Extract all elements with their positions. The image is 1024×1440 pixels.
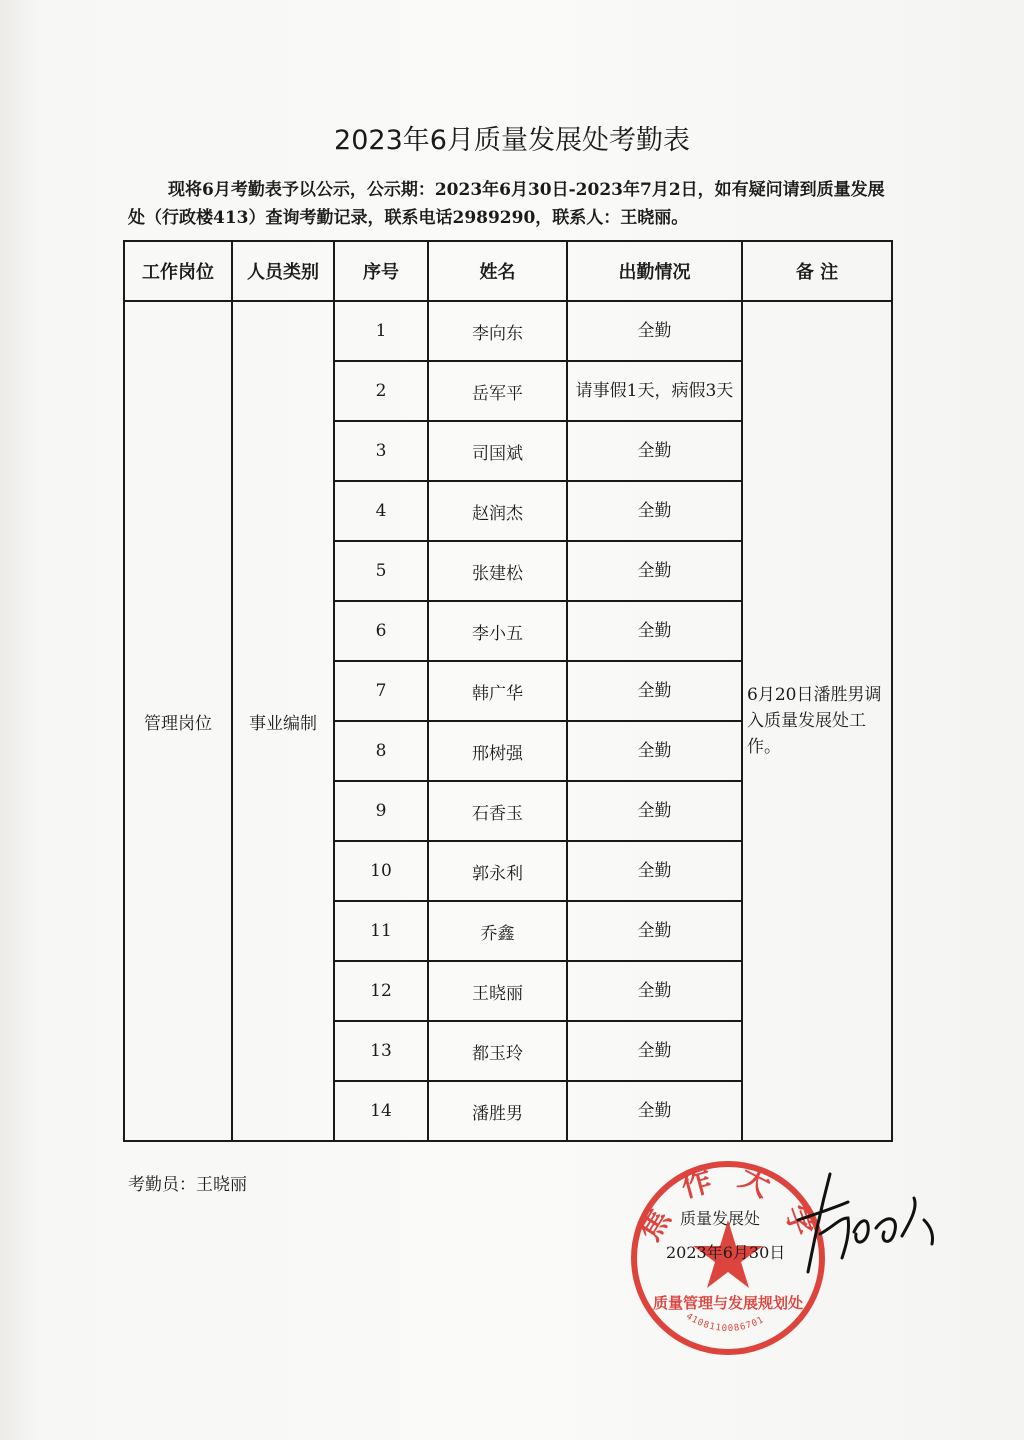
attendance-cell: 请事假1天，病假3天 [567, 361, 742, 421]
header-name: 姓名 [428, 241, 567, 301]
seq-cell: 6 [334, 601, 428, 661]
attendance-cell: 全勤 [567, 721, 742, 781]
name-cell: 赵润杰 [428, 481, 567, 541]
name-cell: 岳军平 [428, 361, 567, 421]
attendance-cell: 全勤 [567, 601, 742, 661]
header-category: 人员类别 [232, 241, 334, 301]
seq-cell: 1 [334, 301, 428, 361]
attendance-table [123, 240, 893, 1142]
name-cell: 郭永利 [428, 841, 567, 901]
attendance-cell: 全勤 [567, 841, 742, 901]
date-label: 2023年6月30日 [666, 1243, 786, 1262]
seal-bottom-text: 质量管理与发展规划处 [652, 1294, 804, 1312]
attendance-cell: 全勤 [567, 781, 742, 841]
name-cell: 乔鑫 [428, 901, 567, 961]
name-cell: 王晓丽 [428, 961, 567, 1021]
organization-label: 质量发展处 [680, 1209, 761, 1228]
header-seq: 序号 [334, 241, 428, 301]
remark-cell: 6月20日潘胜男调入质量发展处工作。 [742, 301, 892, 1141]
seq-cell: 7 [334, 661, 428, 721]
name-cell: 李向东 [428, 301, 567, 361]
attendance-cell: 全勤 [567, 961, 742, 1021]
seq-cell: 13 [334, 1021, 428, 1081]
seal-top-text: 焦作大学 [632, 1158, 828, 1262]
seq-cell: 14 [334, 1081, 428, 1141]
clerk-label: 考勤员：王晓丽 [128, 1175, 247, 1195]
svg-text:4108110086701 [684, 1312, 766, 1334]
seq-cell: 9 [334, 781, 428, 841]
header-attendance: 出勤情况 [567, 241, 742, 301]
seq-cell: 8 [334, 721, 428, 781]
category-cell: 事业编制 [232, 301, 334, 1141]
seq-cell: 4 [334, 481, 428, 541]
name-cell: 石香玉 [428, 781, 567, 841]
seq-cell: 2 [334, 361, 428, 421]
seq-cell: 12 [334, 961, 428, 1021]
header-post: 工作岗位 [124, 241, 232, 301]
handwritten-signature [790, 1162, 950, 1282]
name-cell: 李小五 [428, 601, 567, 661]
name-cell: 潘胜男 [428, 1081, 567, 1141]
attendance-cell: 全勤 [567, 541, 742, 601]
seal-number: 4108110086701 [684, 1311, 767, 1335]
table-header-row [124, 241, 892, 301]
attendance-cell: 全勤 [567, 481, 742, 541]
notice-paragraph: 现将6月考勤表予以公示，公示期：2023年6月30日-2023年7月2日，如有疑问请到质量发展处（行政楼413）查询考勤记录，联系电话2989290，联系人：王晓丽。 [128, 180, 885, 228]
seq-cell: 3 [334, 421, 428, 481]
attendance-cell: 全勤 [567, 301, 742, 361]
attendance-cell: 全勤 [567, 1021, 742, 1081]
seq-cell: 10 [334, 841, 428, 901]
header-remark: 备 注 [742, 241, 892, 301]
name-cell: 邢树强 [428, 721, 567, 781]
post-cell: 管理岗位 [124, 301, 232, 1141]
name-cell: 都玉玲 [428, 1021, 567, 1081]
table-row [124, 301, 892, 361]
attendance-cell: 全勤 [567, 661, 742, 721]
attendance-cell: 全勤 [567, 901, 742, 961]
name-cell: 司国斌 [428, 421, 567, 481]
seq-cell: 5 [334, 541, 428, 601]
seq-cell: 11 [334, 901, 428, 961]
name-cell: 张建松 [428, 541, 567, 601]
attendance-cell: 全勤 [567, 1081, 742, 1141]
page-title: 2023年6月质量发展处考勤表 [334, 125, 690, 156]
attendance-cell: 全勤 [567, 421, 742, 481]
name-cell: 韩广华 [428, 661, 567, 721]
